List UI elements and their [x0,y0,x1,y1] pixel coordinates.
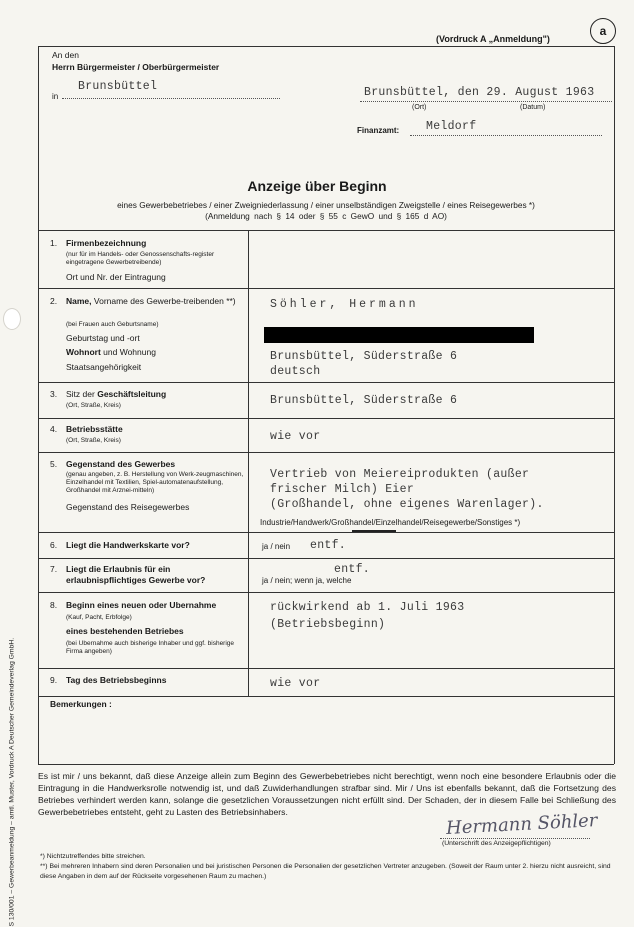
row8-label-2: eines bestehenden Betriebes [66,626,184,636]
row5-value-line2: frischer Milch) Eier [270,483,415,496]
side-print-note: S 130/001 – Gewerbeanmeldung – amtl. Muster, Vordruck A Deutscher Gemeindeverlag GmbH. [8,637,16,927]
row2-note: (bei Frauen auch Geburtsname) [66,321,159,328]
row5-value-line3: (Großhandel, ohne eigenes Warenlager). [270,498,544,511]
ort-label: (Ort) [412,104,427,111]
row-divider-7 [38,592,614,593]
title-sub-2: (Anmeldung nach § 14 oder § 55 c GewO und § 165 d AO) [205,211,447,221]
finanzamt-label: Finanzamt: [357,126,400,135]
row2-value-address: Brunsbüttel, Süderstraße 6 [270,350,458,363]
row5-note: (genau angeben, z. B. Herstellung von Werk-zeugmaschinen, Einzelhandel mit Textilien, Spiel-automatenaufstellung, Großhandel mit Arznei-mitteln) [66,471,244,494]
row-divider-8 [38,668,614,669]
row8-note: (Kauf, Pacht, Erbfolge) [66,614,132,621]
row3-value: Brunsbüttel, Süderstraße 6 [270,394,458,407]
declaration-text: Es ist mir / uns bekannt, daß diese Anzeige allein zum Beginn des Gewerbebetriebes nicht berechtigt, wenn noch eine besondere Erlaubnis oder die Eintragung in die Handwerksrolle notwendig ist, und daß Zuwiderhandlungen strafbar sind. Mir / Uns ist ebenfalls bekannt, daß die Fortsetzung des Betriebes verhindert werden kann, solange die gesetzlichen Voraussetzungen nicht erfüllt sind. Der Schaden, der in diesem Falle bei Schließung des Gewerbebetriebes entsteht, geht zu Lasten des Betriebsinhabers. [38,771,616,817]
row-divider-1 [38,288,614,289]
row1-rest: Ort und Nr. der Eintragung [66,272,166,282]
punch-hole [3,308,21,330]
to-line-1: An den [52,50,79,60]
row6-option: ja / nein [262,542,291,551]
row5-label: Gegenstand des Gewerbes [66,459,176,469]
row2-label: Name, Vorname des Gewerbe-treibenden **) [66,296,236,306]
row8-label: Beginn eines neuen oder Ubernahme [66,600,217,610]
title-sub-1: eines Gewerbebetriebes / einer Zweigniederlassung / einer unselbständigen Zweigstelle / eines Reisegewerbes *) [117,200,535,210]
row4-num: 4. [50,424,58,434]
table-col-divider [248,230,249,696]
row4-note: (Ort, Straße, Kreis) [66,437,121,444]
row2-value-name: Söhler, Hermann [270,298,419,311]
row2-line1: Geburtstag und -ort [66,333,140,343]
row8-num: 8. [50,600,58,610]
row8-value-line2: (Betriebsbeginn) [270,618,386,631]
row6-value: entf. [310,539,347,552]
row1-note: (nur für im Handels- oder Genossenschafts-register eingetragene Gewerbetreibende) [66,251,215,266]
row-divider-5 [38,532,614,533]
finanzamt-dotted-line [410,135,602,136]
row3-note: (Ort, Straße, Kreis) [66,402,121,409]
frame-bottom-line [38,764,614,765]
row4-label: Betriebsstätte [66,424,123,434]
row9-value: wie vor [270,677,321,690]
remarks-label: Bemerkungen : [50,699,112,709]
row1-label: Firmenbezeichnung [66,238,147,248]
signature-label: (Unterschrift des Anzeigepflichtigen) [442,840,551,847]
row9-label: Tag des Betriebsbeginns [66,675,167,685]
row5-num: 5. [50,459,58,469]
redaction-bar [264,327,534,343]
grosshandel-underline [352,530,396,532]
row7-option: ja / nein; wenn ja, welche [262,576,352,585]
row2-num: 2. [50,296,58,306]
row7-num: 7. [50,564,58,574]
row-divider-6 [38,558,614,559]
to-line-2: Herrn Bürgermeister / Oberbürgermeister [52,62,220,72]
row2-line3: Staatsangehörigkeit [66,362,142,372]
row9-num: 9. [50,675,58,685]
table-top-line [38,230,614,231]
row4-value: wie vor [270,430,321,443]
row7-value: entf. [334,563,371,576]
row3-num: 3. [50,389,58,399]
signature-dotted-line [440,838,590,839]
place-date-value: Brunsbüttel, den 29. August 1963 [364,86,595,99]
datum-label: (Datum) [520,104,546,111]
row3-label: Sitz der Geschäftsleitung [66,389,167,399]
in-label: in [52,92,59,101]
row5-rest: Gegenstand des Reisegewerbes [66,502,190,512]
row-divider-3 [38,418,614,419]
form-letter-badge: a [590,18,616,44]
title-main: Anzeige über Beginn [247,178,387,194]
row5-value-line1: Vertrieb von Meiereiprodukten (außer [270,468,530,481]
row8-note-2: (bei Ubernahme auch bisherige Inhaber und ggf. bisherige Firma angeben) [66,640,235,655]
row-divider-4 [38,452,614,453]
row5-categories: Industrie/Handwerk/Großhandel/Einzelhandel/Reisegewerbe/Sonstiges *) [260,518,521,527]
row7-label: Liegt die Erlaubnis für ein erlaubnispflichtiges Gewerbe vor? [66,564,206,585]
footnote-1: *) Nichtzutreffendes bitte streichen. [40,853,146,860]
finanzamt-value: Meldorf [426,120,477,133]
row-divider-2 [38,382,614,383]
row-divider-9 [38,696,614,697]
frame-left-line [38,46,39,764]
signature-handwritten: Hermann Söhler [445,810,598,839]
row2-value-nationality: deutsch [270,365,321,378]
frame-right-line [614,46,615,764]
in-value: Brunsbüttel [78,80,158,93]
footnote-2: **) Bei mehreren Inhabern sind deren Personalien und bei juristischen Personen die Personalien der gesetzlichen Vertreter anzugeben. (Soweit der Raum unter 2. hierzu nicht ausreicht, sind diese Angaben in dem auf der Rückseite vorgesehenen Raum zu machen.) [40,863,611,880]
place-date-dotted-line [360,101,612,102]
row6-label: Liegt die Handwerkskarte vor? [66,540,190,550]
form-name: (Vordruck A „Anmeldung") [436,34,550,44]
in-dotted-line [62,98,280,99]
row8-value-line1: rückwirkend ab 1. Juli 1963 [270,601,465,614]
row2-line2: Wohnort und Wohnung [66,347,156,357]
row1-num: 1. [50,238,58,248]
row6-num: 6. [50,540,58,550]
frame-top-line [38,46,614,47]
